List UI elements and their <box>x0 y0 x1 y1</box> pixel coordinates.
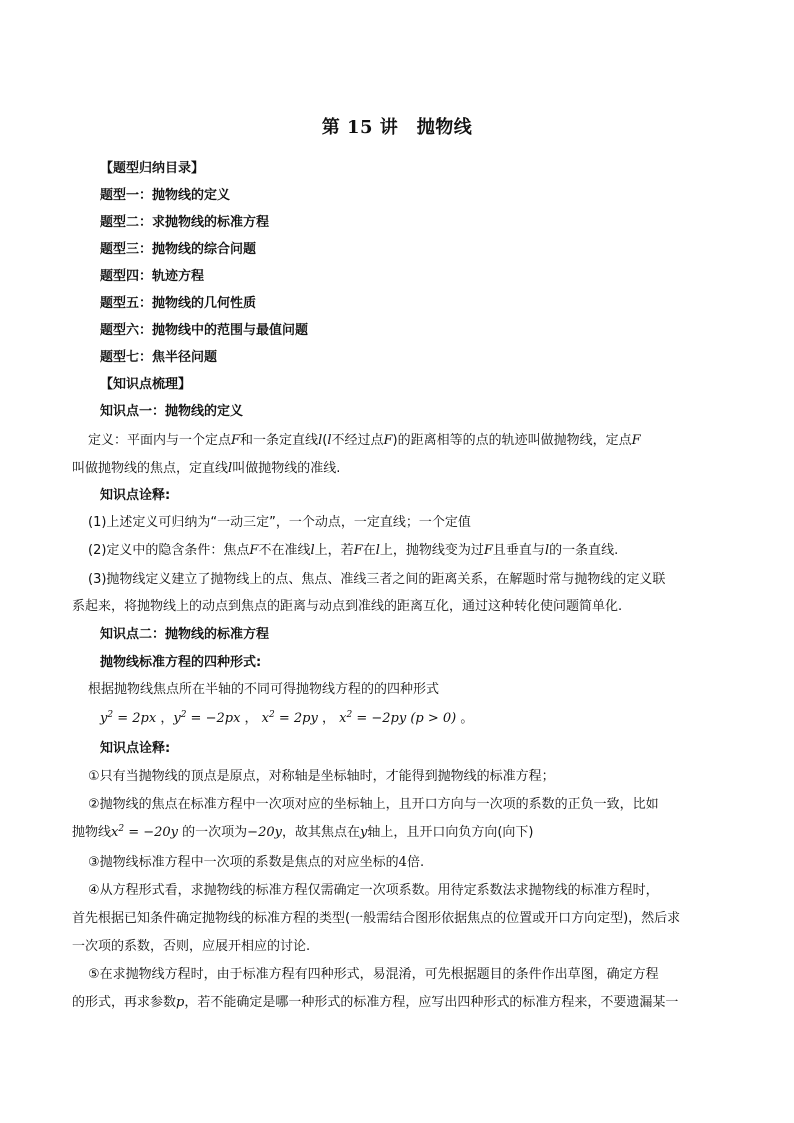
kp2-note-5-line2: 的形式，再求参数p，若不能确定是哪一种形式的标准方程，应写出四种形式的标准方程来，不要遗漏某一 <box>72 995 679 1010</box>
toc-item-2: 题型二：求抛物线的标准方程 <box>100 215 270 230</box>
toc-item-4: 题型四：轨迹方程 <box>100 269 205 284</box>
kp1-note-title: 知识点诠释: <box>100 488 171 503</box>
kp2-title: 知识点二：抛物线的标准方程 <box>100 627 270 642</box>
kp2-note-1: ①只有当抛物线的顶点是原点，对称轴是坐标轴时，才能得到抛物线的标准方程； <box>88 769 555 784</box>
toc-item-3: 题型三：抛物线的综合问题 <box>100 242 257 257</box>
toc-heading: 【题型归纳目录】 <box>100 161 205 176</box>
form-2: $y^2 = -2px$ <box>173 710 241 726</box>
toc-item-7: 题型七：焦半径问题 <box>100 350 218 365</box>
toc-item-5: 题型五：抛物线的几何性质 <box>100 296 257 311</box>
kp1-definition-line2: 叫做抛物线的焦点，定直线l叫做抛物线的准线. <box>72 461 341 476</box>
kp2-four-forms: $y^2 = 2px$ ，$y^2 = -2px$ ， $x^2 = 2py$ ， $x^2 = -2py$ (p > 0) 。 <box>100 710 474 726</box>
kp1-note-3-line2: 系起来，将抛物线上的动点到焦点的距离与动点到准线的距离互化，通过这种转化使问题简单化. <box>72 599 623 614</box>
kp2-note-4-line3: 一次项的系数，否则，应展开相应的讨论. <box>72 939 311 954</box>
form-4: $x^2 = -2py$ (p > 0) <box>339 710 457 726</box>
toc-item-1: 题型一：抛物线的定义 <box>100 188 231 203</box>
kp1-note-1: (1)上述定义可归纳为“一动三定”，一个动点，一定直线；一个定值 <box>88 515 471 530</box>
page-title: 第 15 讲 抛物线 <box>321 117 473 138</box>
kp2-note-2-line2: 抛物线$x^2 = -20y$ 的一次项为−20y，故其焦点在y轴上，且开口向负方向(向下) <box>72 824 534 840</box>
kp2-subtitle: 抛物线标准方程的四种形式: <box>100 655 262 670</box>
knowledge-heading: 【知识点梳理】 <box>100 377 192 392</box>
kp1-title: 知识点一：抛物线的定义 <box>100 404 244 419</box>
kp1-note-3-line1: (3)抛物线定义建立了抛物线上的点、焦点、准线三者之间的距离关系，在解题时常与抛物线的定义联 <box>88 572 666 587</box>
kp2-note-3: ③抛物线标准方程中一次项的系数是焦点的对应坐标的4倍. <box>88 855 425 870</box>
kp1-definition-line1: 定义：平面内与一个定点F和一条定直线l(l不经过点F)的距离相等的点的轨迹叫做抛物线，定点F <box>88 433 641 448</box>
kp1-note-2: (2)定义中的隐含条件：焦点F不在准线l上，若F在l上，抛物线变为过F且垂直与l的一条直线. <box>88 543 619 558</box>
form-3: $x^2 = 2py$ <box>261 710 318 726</box>
kp2-note-title: 知识点诠释: <box>100 741 171 756</box>
kp2-note-2-line1: ②抛物线的焦点在标准方程中一次项对应的坐标轴上，且开口方向与一次项的系数的正负一致，比如 <box>88 797 659 812</box>
kp2-note-4-line2: 首先根据已知条件确定抛物线的标准方程的类型(一般需结合图形依据焦点的位置或开口方向定型)，然后求 <box>72 911 681 926</box>
kp2-note-5-line1: ⑤在求抛物线方程时，由于标准方程有四种形式，易混淆，可先根据题目的条件作出草图，确定方程 <box>88 967 659 982</box>
kp2-note-4-line1: ④从方程形式看，求抛物线的标准方程仅需确定一次项系数。用待定系数法求抛物线的标准方程时， <box>88 883 659 898</box>
toc-item-6: 题型六：抛物线中的范围与最值问题 <box>100 323 309 338</box>
form-1: $y^2 = 2px$ <box>100 710 157 726</box>
kp2-text: 根据抛物线焦点所在半轴的不同可得抛物线方程的的四种形式 <box>88 682 440 697</box>
